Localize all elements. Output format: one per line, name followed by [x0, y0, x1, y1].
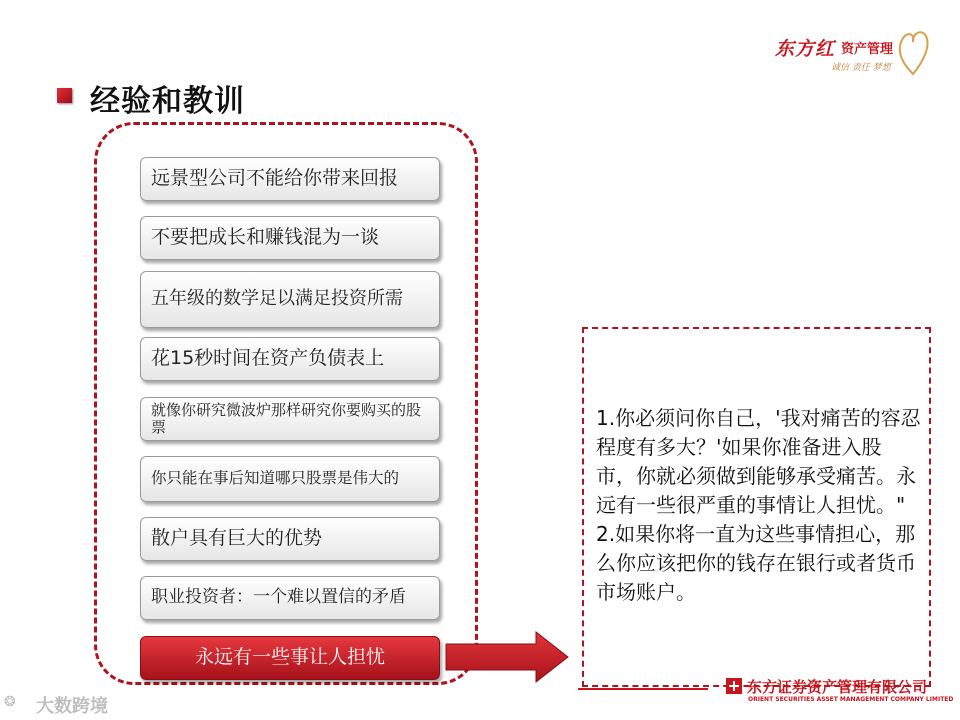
- lesson-item-5: 就像你研究微波炉那样研究你要购买的股票: [140, 397, 440, 441]
- lesson-item-2: 不要把成长和赚钱混为一谈: [140, 216, 440, 260]
- lesson-item-3: 五年级的数学足以满足投资所需: [140, 271, 440, 328]
- title-bullet-icon: [57, 88, 72, 103]
- brand-logo: [775, 22, 940, 82]
- footer-company-name-en: ORIENT SECURITIES ASSET MANAGEMENT COMPANY LIMITED: [748, 696, 954, 703]
- brand-tagline: 诚信 责任 梦想: [831, 63, 891, 73]
- lesson-item-9-highlight: 永远有一些事让人担忧: [140, 636, 440, 680]
- brand-mark: 东方红: [775, 38, 836, 60]
- lesson-item-7: 散户具有巨大的优势: [140, 517, 440, 561]
- watermark-icon: ❂: [4, 694, 16, 710]
- brand-name: 资产管理: [841, 42, 894, 57]
- lesson-item-4: 花15秒时间在资产负债表上: [140, 337, 440, 381]
- company-logo-icon: [725, 677, 743, 695]
- lesson-item-8: 职业投资者：一个难以置信的矛盾: [140, 576, 440, 620]
- watermark: 大数跨境: [36, 696, 108, 717]
- right-arrow-icon: [444, 630, 572, 684]
- lesson-item-6: 你只能在事后知道哪只股票是伟大的: [140, 456, 440, 502]
- footer-divider: [578, 688, 708, 690]
- lesson-item-1: 远景型公司不能给你带来回报: [140, 157, 440, 201]
- page-title: 经验和教训: [90, 84, 245, 119]
- heart-icon: [895, 26, 931, 78]
- footer-company-name: 东方证券资产管理有限公司: [747, 678, 928, 696]
- explanation-text: 1.你必须问你自己，'我对痛苦的容忍程度有多大？'如果你准备进入股市，你就必须做到能够承受痛苦。永远有一些很严重的事情让人担忧。" 2.如果你将一直为这些事情担心，那么你应该把你的钱存在银行或者货币市场账户。: [596, 406, 921, 604]
